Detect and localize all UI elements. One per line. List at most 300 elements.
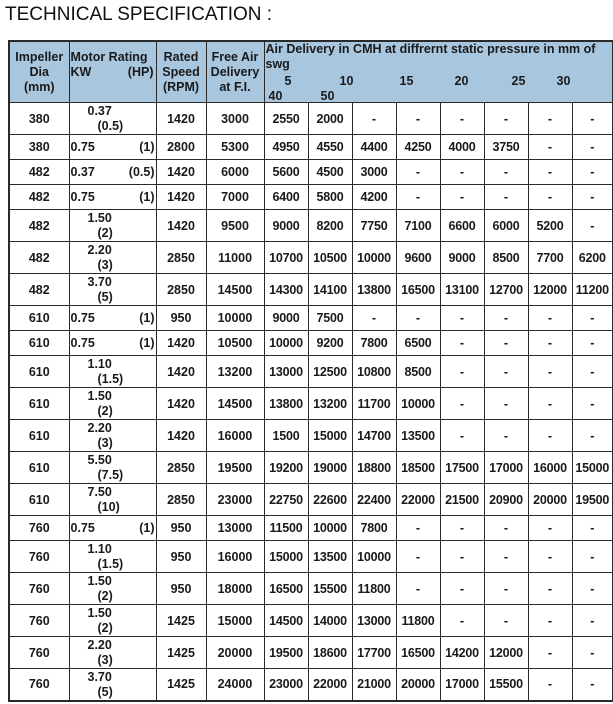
air-delivery-cell: - bbox=[572, 637, 613, 669]
rated-speed-cell: 1420 bbox=[156, 103, 206, 135]
air-delivery-cell: - bbox=[528, 103, 572, 135]
air-delivery-cell: 22000 bbox=[308, 669, 352, 701]
air-delivery-cell: - bbox=[572, 516, 613, 541]
motor-rating-cell bbox=[69, 605, 156, 637]
air-delivery-cell: - bbox=[572, 573, 613, 605]
air-delivery-cell: 7750 bbox=[352, 210, 396, 242]
motor-hp: (0.5) bbox=[97, 119, 124, 133]
motor-hp: (5) bbox=[97, 684, 113, 699]
air-delivery-cell: 11800 bbox=[396, 605, 440, 637]
air-delivery-cell: 6500 bbox=[396, 331, 440, 356]
impeller-dia-cell: 760 bbox=[9, 669, 69, 701]
air-delivery-cell: 2000 bbox=[308, 103, 352, 135]
air-delivery-cell: 2550 bbox=[264, 103, 308, 135]
page-title: TECHNICAL SPECIFICATION : bbox=[5, 4, 273, 25]
air-delivery-cell: 9000 bbox=[440, 242, 484, 274]
air-delivery-cell: 10500 bbox=[308, 242, 352, 274]
air-delivery-cell: 4250 bbox=[396, 135, 440, 160]
air-delivery-cell: 18500 bbox=[396, 452, 440, 484]
air-delivery-cell: - bbox=[572, 420, 613, 452]
air-delivery-cell: 12500 bbox=[308, 356, 352, 388]
motor-hp: (7.5) bbox=[97, 468, 124, 482]
table-row bbox=[9, 242, 613, 274]
rated-speed-cell: 1425 bbox=[156, 605, 206, 637]
rated-speed-cell: 950 bbox=[156, 541, 206, 573]
motor-rating-cell bbox=[69, 484, 156, 516]
air-delivery-cell: 12700 bbox=[484, 274, 528, 306]
motor-hp: (1) bbox=[139, 336, 155, 350]
impeller-dia-cell: 760 bbox=[9, 605, 69, 637]
air-delivery-cell: 21000 bbox=[352, 669, 396, 701]
air-delivery-cell: - bbox=[484, 306, 528, 331]
air-delivery-cell: 13000 bbox=[352, 605, 396, 637]
air-delivery-cell: - bbox=[440, 331, 484, 356]
impeller-header bbox=[9, 41, 69, 103]
motor-hp: (1.5) bbox=[97, 372, 124, 386]
free-air-delivery-cell: 23000 bbox=[206, 484, 264, 516]
table-row bbox=[9, 573, 613, 605]
motor-kw: 2.20 bbox=[87, 638, 112, 652]
air-delivery-cell: - bbox=[396, 573, 440, 605]
air-delivery-cell: - bbox=[528, 420, 572, 452]
air-delivery-cell: - bbox=[440, 160, 484, 185]
air-delivery-cell: 22400 bbox=[352, 484, 396, 516]
free-air-delivery-cell: 20000 bbox=[206, 637, 264, 669]
table-row bbox=[9, 516, 613, 541]
air-delivery-cell: 7800 bbox=[352, 331, 396, 356]
motor-hp: (1) bbox=[139, 521, 155, 535]
air-delivery-cell: 16500 bbox=[396, 274, 440, 306]
air-delivery-cell: 13200 bbox=[308, 388, 352, 420]
motor-rating-cell bbox=[69, 210, 156, 242]
motor-rating-cell bbox=[69, 185, 156, 210]
motor-kw: 1.10 bbox=[87, 542, 112, 556]
motor-kw: 7.50 bbox=[87, 485, 112, 499]
air-delivery-cell: 9200 bbox=[308, 331, 352, 356]
air-delivery-cell: - bbox=[484, 573, 528, 605]
motor-rating-cell bbox=[69, 452, 156, 484]
air-delivery-cell: 15000 bbox=[264, 541, 308, 573]
air-delivery-cell: - bbox=[572, 135, 613, 160]
motor-rating-cell bbox=[69, 135, 156, 160]
free-air-header-line: at F.I. bbox=[219, 79, 251, 94]
pressure-bottom-labels bbox=[269, 89, 369, 103]
air-delivery-cell: - bbox=[396, 103, 440, 135]
rated-speed-cell: 1420 bbox=[156, 185, 206, 210]
pressure-label: 50 bbox=[320, 89, 335, 103]
motor-kw: 1.50 bbox=[87, 606, 112, 620]
air-delivery-cell: 4400 bbox=[352, 135, 396, 160]
air-delivery-cell: 4550 bbox=[308, 135, 352, 160]
air-delivery-cell: - bbox=[528, 331, 572, 356]
air-delivery-cell: - bbox=[484, 420, 528, 452]
air-delivery-cell: 16000 bbox=[528, 452, 572, 484]
air-delivery-cell: 14500 bbox=[264, 605, 308, 637]
rated-speed-cell: 1420 bbox=[156, 331, 206, 356]
impeller-dia-cell: 610 bbox=[9, 356, 69, 388]
air-delivery-cell: 8200 bbox=[308, 210, 352, 242]
motor-rating-cell bbox=[69, 669, 156, 701]
pressure-label: 10 bbox=[339, 74, 354, 88]
motor-kw: 1.50 bbox=[87, 211, 112, 225]
air-delivery-cell: 6400 bbox=[264, 185, 308, 210]
pressure-label: 5 bbox=[284, 74, 292, 88]
impeller-dia-cell: 482 bbox=[9, 185, 69, 210]
motor-hp: (2) bbox=[97, 404, 113, 418]
air-delivery-cell: - bbox=[572, 605, 613, 637]
rated-speed-cell: 2850 bbox=[156, 452, 206, 484]
air-delivery-cell: 20900 bbox=[484, 484, 528, 516]
motor-hp: (2) bbox=[97, 589, 113, 603]
air-delivery-cell: - bbox=[528, 669, 572, 701]
motor-header-hp: (HP) bbox=[127, 64, 154, 79]
rated-speed-cell: 2850 bbox=[156, 484, 206, 516]
table-row bbox=[9, 388, 613, 420]
air-delivery-cell: 9000 bbox=[264, 306, 308, 331]
motor-hp: (0.5) bbox=[128, 165, 155, 179]
air-delivery-cell: 10000 bbox=[396, 388, 440, 420]
motor-hp: (1) bbox=[139, 190, 155, 204]
speed-header-line: Speed bbox=[162, 64, 200, 79]
air-delivery-cell: - bbox=[528, 605, 572, 637]
air-delivery-cell: 12000 bbox=[528, 274, 572, 306]
air-delivery-cell: 14000 bbox=[308, 605, 352, 637]
impeller-dia-cell: 380 bbox=[9, 135, 69, 160]
air-delivery-cell: 22000 bbox=[396, 484, 440, 516]
air-delivery-cell: 13800 bbox=[264, 388, 308, 420]
motor-kw: 0.75 bbox=[70, 190, 95, 204]
air-delivery-cell: 11500 bbox=[264, 516, 308, 541]
air-delivery-cell: 9000 bbox=[264, 210, 308, 242]
free-air-delivery-cell: 5300 bbox=[206, 135, 264, 160]
table-row bbox=[9, 103, 613, 135]
air-delivery-cell: 17700 bbox=[352, 637, 396, 669]
air-delivery-cell: - bbox=[440, 541, 484, 573]
impeller-header-line: Dia bbox=[29, 64, 49, 79]
air-delivery-cell: 23000 bbox=[264, 669, 308, 701]
air-delivery-cell: 4500 bbox=[308, 160, 352, 185]
air-delivery-cell: 19000 bbox=[308, 452, 352, 484]
table-row bbox=[9, 306, 613, 331]
free-air-delivery-cell: 10000 bbox=[206, 306, 264, 331]
air-delivery-cell: - bbox=[528, 388, 572, 420]
motor-hp: (1.5) bbox=[97, 557, 124, 571]
pressure-label: 40 bbox=[268, 89, 283, 103]
air-delivery-cell: 4000 bbox=[440, 135, 484, 160]
motor-kw: 1.50 bbox=[87, 574, 112, 588]
air-delivery-cell: - bbox=[484, 516, 528, 541]
air-delivery-cell: 13500 bbox=[308, 541, 352, 573]
air-delivery-cell: - bbox=[396, 185, 440, 210]
air-delivery-cell: - bbox=[440, 103, 484, 135]
air-delivery-cell: 14100 bbox=[308, 274, 352, 306]
motor-kw: 2.20 bbox=[87, 421, 112, 435]
air-delivery-cell: - bbox=[396, 160, 440, 185]
motor-rating-cell bbox=[69, 388, 156, 420]
pressure-label: 20 bbox=[454, 74, 469, 88]
rated-speed-cell: 950 bbox=[156, 306, 206, 331]
impeller-dia-cell: 610 bbox=[9, 420, 69, 452]
table-row bbox=[9, 210, 613, 242]
air-delivery-cell: 7500 bbox=[308, 306, 352, 331]
header-row bbox=[9, 41, 613, 103]
air-delivery-cell: - bbox=[440, 388, 484, 420]
air-delivery-cell: - bbox=[440, 306, 484, 331]
motor-rating-cell bbox=[69, 356, 156, 388]
air-delivery-cell: - bbox=[440, 185, 484, 210]
air-delivery-cell: 19200 bbox=[264, 452, 308, 484]
rated-speed-cell: 1420 bbox=[156, 388, 206, 420]
rated-speed-cell: 2850 bbox=[156, 274, 206, 306]
air-delivery-cell: - bbox=[396, 541, 440, 573]
air-delivery-cell: 21500 bbox=[440, 484, 484, 516]
air-delivery-cell: - bbox=[484, 185, 528, 210]
pressure-label: 25 bbox=[511, 74, 526, 88]
impeller-dia-cell: 760 bbox=[9, 573, 69, 605]
impeller-dia-cell: 482 bbox=[9, 274, 69, 306]
air-delivery-cell: 10000 bbox=[352, 541, 396, 573]
air-delivery-cell: 4200 bbox=[352, 185, 396, 210]
air-delivery-cell: - bbox=[484, 388, 528, 420]
free-air-delivery-cell: 6000 bbox=[206, 160, 264, 185]
motor-kw: 1.10 bbox=[87, 357, 112, 371]
free-air-delivery-cell: 18000 bbox=[206, 573, 264, 605]
air-delivery-cell: 19500 bbox=[264, 637, 308, 669]
table-row bbox=[9, 452, 613, 484]
table-row bbox=[9, 669, 613, 701]
air-delivery-cell: 8500 bbox=[396, 356, 440, 388]
air-delivery-cell: 13000 bbox=[264, 356, 308, 388]
motor-rating-cell bbox=[69, 103, 156, 135]
table-row bbox=[9, 135, 613, 160]
rated-speed-cell: 1420 bbox=[156, 210, 206, 242]
air-delivery-cell: - bbox=[572, 388, 613, 420]
impeller-dia-cell: 610 bbox=[9, 388, 69, 420]
table-row bbox=[9, 637, 613, 669]
free-air-delivery-cell: 14500 bbox=[206, 274, 264, 306]
air-delivery-cell: 6600 bbox=[440, 210, 484, 242]
impeller-dia-cell: 380 bbox=[9, 103, 69, 135]
motor-hp: (2) bbox=[97, 621, 113, 635]
table-row bbox=[9, 274, 613, 306]
motor-header bbox=[69, 41, 156, 103]
air-delivery-cell: 15000 bbox=[572, 452, 613, 484]
air-delivery-cell: 22600 bbox=[308, 484, 352, 516]
air-delivery-cell: 17000 bbox=[484, 452, 528, 484]
air-delivery-cell: 10000 bbox=[308, 516, 352, 541]
pressure-top-labels bbox=[285, 74, 605, 88]
motor-kw: 3.70 bbox=[87, 670, 112, 684]
free-air-delivery-cell: 16000 bbox=[206, 420, 264, 452]
motor-rating-cell bbox=[69, 274, 156, 306]
air-delivery-cell: 5200 bbox=[528, 210, 572, 242]
air-delivery-cell: 1500 bbox=[264, 420, 308, 452]
air-delivery-cell: - bbox=[528, 160, 572, 185]
air-delivery-cell: - bbox=[528, 637, 572, 669]
air-delivery-cell: - bbox=[440, 356, 484, 388]
air-delivery-cell: - bbox=[484, 331, 528, 356]
air-delivery-cell: 13800 bbox=[352, 274, 396, 306]
motor-hp: (2) bbox=[97, 226, 113, 240]
table-row bbox=[9, 331, 613, 356]
air-delivery-cell: 6000 bbox=[484, 210, 528, 242]
air-delivery-cell: - bbox=[352, 103, 396, 135]
air-delivery-cell: - bbox=[484, 605, 528, 637]
free-air-header-line: Delivery bbox=[210, 64, 260, 79]
air-delivery-cell: 14200 bbox=[440, 637, 484, 669]
motor-kw: 5.50 bbox=[87, 453, 112, 467]
air-delivery-cell: - bbox=[528, 185, 572, 210]
free-air-delivery-cell: 24000 bbox=[206, 669, 264, 701]
air-delivery-cell: 10800 bbox=[352, 356, 396, 388]
free-air-delivery-cell: 15000 bbox=[206, 605, 264, 637]
impeller-dia-cell: 760 bbox=[9, 637, 69, 669]
air-delivery-label: Air Delivery in CMH at diffrernt static pressure in mm of swg bbox=[265, 42, 596, 71]
free-air-delivery-cell: 16000 bbox=[206, 541, 264, 573]
air-delivery-cell: - bbox=[484, 541, 528, 573]
rated-speed-cell: 1420 bbox=[156, 160, 206, 185]
air-delivery-cell: - bbox=[572, 185, 613, 210]
air-delivery-cell: 3750 bbox=[484, 135, 528, 160]
speed-header-line: (RPM) bbox=[162, 79, 200, 94]
motor-hp: (1) bbox=[139, 311, 155, 325]
motor-kw: 0.75 bbox=[70, 336, 95, 350]
speed-header bbox=[156, 41, 206, 103]
air-delivery-cell: - bbox=[528, 516, 572, 541]
air-delivery-cell: - bbox=[572, 541, 613, 573]
air-delivery-cell: 7100 bbox=[396, 210, 440, 242]
pressure-label: 30 bbox=[556, 74, 571, 88]
impeller-dia-cell: 482 bbox=[9, 242, 69, 274]
air-delivery-cell: 20000 bbox=[396, 669, 440, 701]
motor-kw: 0.75 bbox=[70, 311, 95, 325]
specification-table bbox=[8, 40, 613, 702]
rated-speed-cell: 1425 bbox=[156, 637, 206, 669]
air-delivery-cell: 7800 bbox=[352, 516, 396, 541]
air-delivery-cell: 11200 bbox=[572, 274, 613, 306]
air-delivery-cell: 3000 bbox=[352, 160, 396, 185]
air-delivery-cell: - bbox=[440, 420, 484, 452]
air-delivery-cell: - bbox=[440, 573, 484, 605]
air-delivery-cell: 17000 bbox=[440, 669, 484, 701]
air-delivery-cell: 16500 bbox=[264, 573, 308, 605]
air-delivery-cell: - bbox=[396, 306, 440, 331]
air-delivery-cell: - bbox=[528, 356, 572, 388]
motor-header-kw: KW bbox=[70, 64, 92, 79]
impeller-dia-cell: 760 bbox=[9, 541, 69, 573]
air-delivery-cell: 19500 bbox=[572, 484, 613, 516]
table-row bbox=[9, 356, 613, 388]
free-air-delivery-cell: 19500 bbox=[206, 452, 264, 484]
free-air-header-line: Free Air bbox=[211, 49, 259, 64]
air-delivery-cell: 14300 bbox=[264, 274, 308, 306]
free-air-delivery-cell: 7000 bbox=[206, 185, 264, 210]
air-delivery-cell: 10000 bbox=[352, 242, 396, 274]
rated-speed-cell: 2850 bbox=[156, 242, 206, 274]
air-delivery-cell: 5800 bbox=[308, 185, 352, 210]
motor-rating-cell bbox=[69, 331, 156, 356]
pressure-label: 15 bbox=[399, 74, 414, 88]
impeller-header-line: Impeller bbox=[15, 49, 64, 64]
free-air-delivery-cell: 14500 bbox=[206, 388, 264, 420]
motor-kw: 3.70 bbox=[87, 275, 112, 289]
air-delivery-cell: 14700 bbox=[352, 420, 396, 452]
air-delivery-cell: 15500 bbox=[484, 669, 528, 701]
air-delivery-cell: - bbox=[484, 103, 528, 135]
air-delivery-cell: 10700 bbox=[264, 242, 308, 274]
air-delivery-cell: - bbox=[528, 541, 572, 573]
motor-hp: (5) bbox=[97, 290, 113, 304]
table-row bbox=[9, 160, 613, 185]
impeller-dia-cell: 610 bbox=[9, 484, 69, 516]
air-delivery-cell: - bbox=[440, 516, 484, 541]
motor-rating-cell bbox=[69, 306, 156, 331]
air-delivery-cell: 20000 bbox=[528, 484, 572, 516]
air-delivery-cell: 6200 bbox=[572, 242, 613, 274]
air-delivery-cell: 17500 bbox=[440, 452, 484, 484]
air-delivery-cell: - bbox=[572, 306, 613, 331]
table-row bbox=[9, 541, 613, 573]
air-delivery-cell: 13100 bbox=[440, 274, 484, 306]
rated-speed-cell: 1425 bbox=[156, 669, 206, 701]
air-delivery-header bbox=[264, 41, 613, 103]
rated-speed-cell: 950 bbox=[156, 573, 206, 605]
air-delivery-cell: - bbox=[440, 605, 484, 637]
table-row bbox=[9, 484, 613, 516]
motor-hp: (3) bbox=[97, 436, 113, 450]
air-delivery-cell: - bbox=[572, 331, 613, 356]
air-delivery-cell: 10000 bbox=[264, 331, 308, 356]
motor-rating-cell bbox=[69, 573, 156, 605]
motor-kw: 0.75 bbox=[70, 140, 95, 154]
motor-hp: (3) bbox=[97, 258, 113, 272]
free-air-delivery-cell: 11000 bbox=[206, 242, 264, 274]
air-delivery-cell: 5600 bbox=[264, 160, 308, 185]
air-delivery-cell: 13500 bbox=[396, 420, 440, 452]
table-row bbox=[9, 185, 613, 210]
motor-rating-cell bbox=[69, 516, 156, 541]
air-delivery-cell: 11800 bbox=[352, 573, 396, 605]
impeller-dia-cell: 610 bbox=[9, 452, 69, 484]
air-delivery-cell: 16500 bbox=[396, 637, 440, 669]
specification-body bbox=[9, 103, 613, 701]
motor-hp: (3) bbox=[97, 653, 113, 667]
free-air-delivery-cell: 3000 bbox=[206, 103, 264, 135]
table-row bbox=[9, 605, 613, 637]
air-delivery-cell: 18600 bbox=[308, 637, 352, 669]
air-delivery-cell: - bbox=[352, 306, 396, 331]
free-air-delivery-cell: 10500 bbox=[206, 331, 264, 356]
motor-kw: 0.37 bbox=[87, 104, 112, 118]
free-air-delivery-cell: 9500 bbox=[206, 210, 264, 242]
air-delivery-cell: 11700 bbox=[352, 388, 396, 420]
impeller-dia-cell: 610 bbox=[9, 331, 69, 356]
air-delivery-cell: - bbox=[572, 356, 613, 388]
air-delivery-cell: - bbox=[528, 306, 572, 331]
motor-kw: 0.75 bbox=[70, 521, 95, 535]
impeller-dia-cell: 482 bbox=[9, 160, 69, 185]
air-delivery-cell: 7700 bbox=[528, 242, 572, 274]
air-delivery-cell: - bbox=[484, 356, 528, 388]
free-air-header bbox=[206, 41, 264, 103]
motor-kw: 2.20 bbox=[87, 243, 112, 257]
air-delivery-cell: 15000 bbox=[308, 420, 352, 452]
free-air-delivery-cell: 13000 bbox=[206, 516, 264, 541]
motor-rating-cell bbox=[69, 242, 156, 274]
rated-speed-cell: 950 bbox=[156, 516, 206, 541]
motor-rating-cell bbox=[69, 637, 156, 669]
air-delivery-cell: 8500 bbox=[484, 242, 528, 274]
